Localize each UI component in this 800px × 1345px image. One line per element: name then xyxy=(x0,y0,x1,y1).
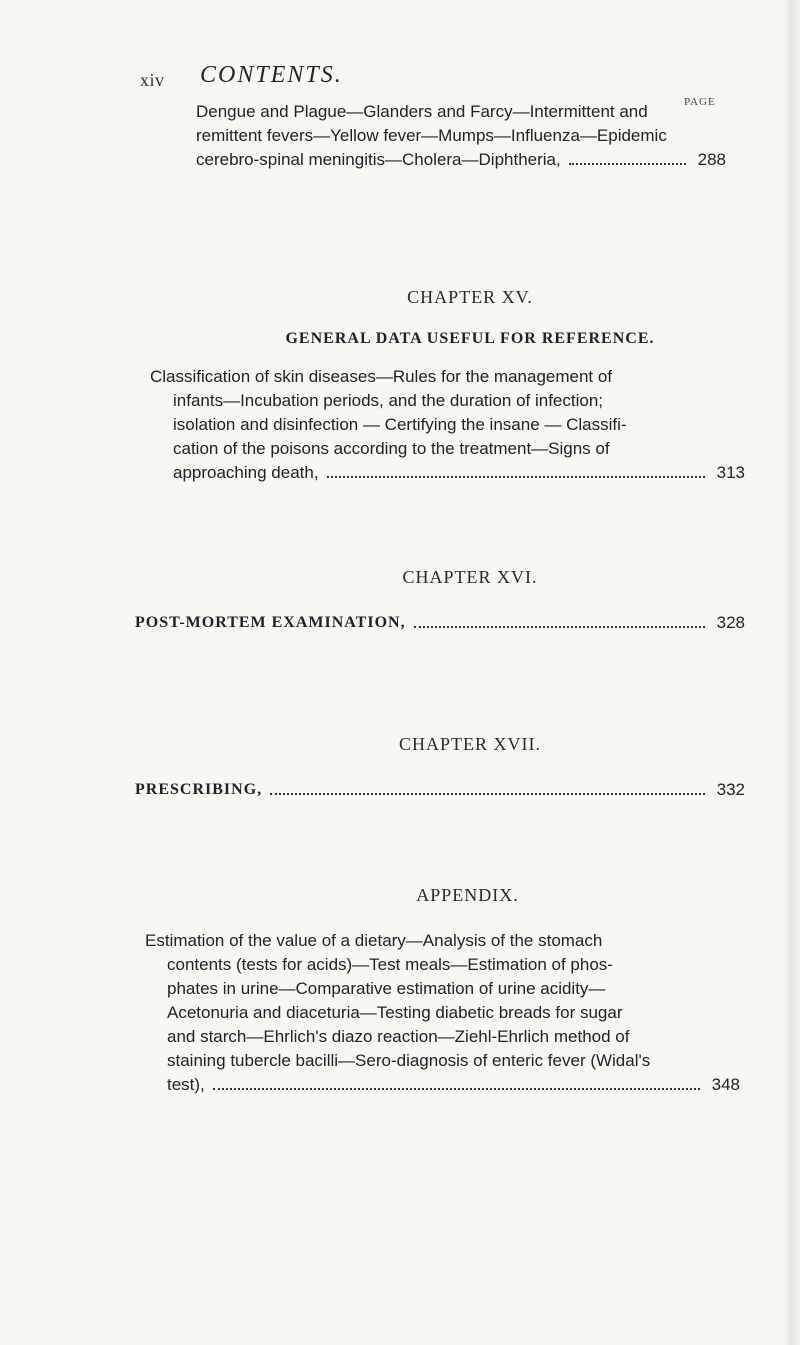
chapter-xvi-entry xyxy=(135,611,745,635)
dot-leader xyxy=(327,475,705,478)
appendix-line-7: test), xyxy=(167,1075,205,1094)
appendix-line-2: contents (tests for acids)—Test meals—Estimation of phos- xyxy=(167,955,613,974)
dot-leader xyxy=(270,792,704,795)
appendix-line-3: phates in urine—Comparative estimation of urine acidity— xyxy=(167,979,606,998)
chapter-xv-line-2: infants—Incubation periods, and the duration of infection; xyxy=(173,391,604,410)
appendix-entry xyxy=(145,929,740,1097)
chapter-xv-line-4: cation of the poisons according to the treatment—Signs of xyxy=(173,439,610,458)
chapter-xv-entry xyxy=(150,365,745,485)
chapter-xv-heading: CHAPTER XV. xyxy=(407,287,533,307)
running-header xyxy=(140,52,540,92)
chapter-xvii-section xyxy=(135,732,745,802)
appendix-line-5: and starch—Ehrlich's diazo reaction—Ziehl-Ehrlich method of xyxy=(167,1027,630,1046)
intro-line-3-row xyxy=(196,148,726,172)
chapter-xvii-entry xyxy=(135,778,745,802)
chapter-xvi-page-number: 328 xyxy=(716,613,745,632)
page-edge-shadow xyxy=(784,0,800,1345)
chapter-xvii-title: PRESCRIBING, xyxy=(135,781,263,798)
appendix-page-number: 348 xyxy=(711,1075,740,1094)
chapter-xv-page-number: 313 xyxy=(716,463,745,482)
dot-leader xyxy=(414,625,705,628)
chapter-xv-section xyxy=(150,285,745,485)
intro-line-2: remittent fevers—Yellow fever—Mumps—Influenza—Epidemic xyxy=(196,126,667,145)
running-title: CONTENTS. xyxy=(200,62,343,88)
intro-line-3: cerebro-spinal meningitis—Cholera—Diphtheria, xyxy=(196,150,561,169)
appendix-section xyxy=(145,883,740,1097)
chapter-xv-title: GENERAL DATA USEFUL FOR REFERENCE. xyxy=(285,330,655,347)
appendix-heading: APPENDIX. xyxy=(416,885,519,905)
chapter-xv-line-1: Classification of skin diseases—Rules for the management of xyxy=(150,367,613,386)
intro-line-1: Dengue and Plague—Glanders and Farcy—Intermittent and xyxy=(196,102,648,121)
chapter-xvii-heading: CHAPTER XVII. xyxy=(399,734,541,754)
intro-page-number: 288 xyxy=(697,150,726,169)
chapter-xvi-title: POST-MORTEM EXAMINATION, xyxy=(135,614,406,631)
chapter-xv-line-5-row xyxy=(173,461,745,485)
page-folio: xiv xyxy=(140,70,165,90)
intro-entry xyxy=(196,100,726,172)
chapter-xv-line-3: isolation and disinfection — Certifying the insane — Classifi- xyxy=(173,415,627,434)
appendix-line-4: Acetonuria and diaceturia—Testing diabetic breads for sugar xyxy=(167,1003,623,1022)
chapter-xvi-section xyxy=(135,565,745,635)
chapter-xvii-page-number: 332 xyxy=(716,780,745,799)
chapter-xv-line-5: approaching death, xyxy=(173,463,319,482)
appendix-line-6: staining tubercle bacilli—Sero-diagnosis of enteric fever (Widal's xyxy=(167,1051,651,1070)
appendix-line-1: Estimation of the value of a dietary—Analysis of the stomach xyxy=(145,931,603,950)
page-column-label: PAGE xyxy=(684,96,716,108)
dot-leader xyxy=(213,1087,700,1090)
appendix-line-7-row xyxy=(167,1073,740,1097)
chapter-xvi-heading: CHAPTER XVI. xyxy=(402,567,538,587)
dot-leader xyxy=(569,162,686,165)
